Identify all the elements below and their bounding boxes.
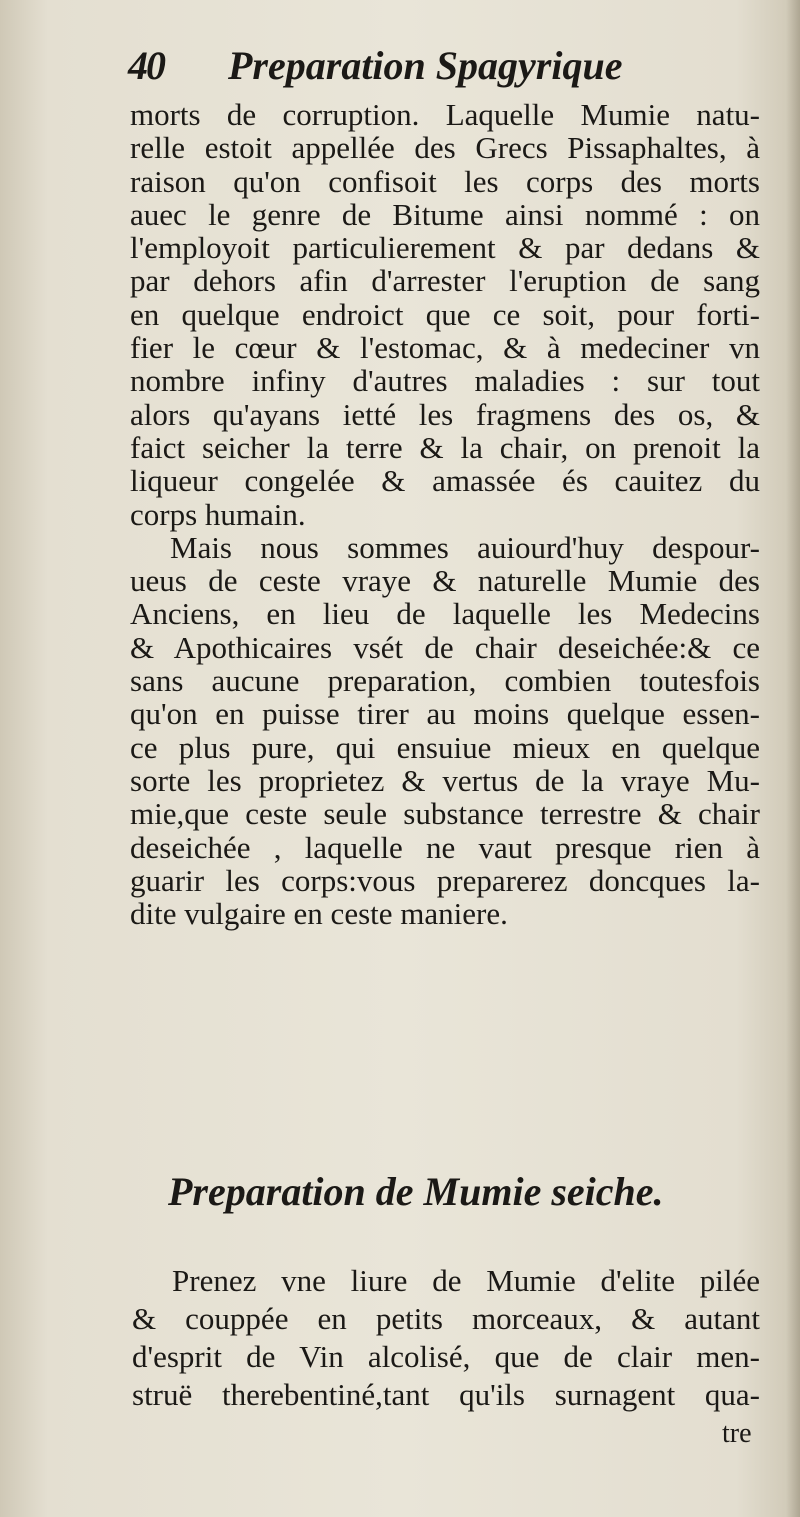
text-line: alors qu'ayans ietté les fragmens des os, &: [130, 396, 760, 432]
text-line: corps humain.: [130, 496, 306, 532]
text-line: sans aucune preparation, combien toutesfois: [130, 663, 760, 699]
text-line: Prenez vne liure de Mumie d'elite pilée: [172, 1263, 760, 1298]
page-header: [128, 40, 778, 94]
text-line: mie,que ceste seule substance terrestre & chair: [130, 796, 760, 832]
text-line: relle estoit appellée des Grecs Pissaphaltes, à: [130, 130, 760, 166]
text-line: nombre infiny d'autres maladies : sur tout: [130, 363, 760, 399]
text-line: sorte les proprietez & vertus de la vraye Mu-: [130, 762, 760, 798]
text-line: qu'on en puisse tirer au moins quelque essen-: [130, 696, 760, 732]
text-line: deseichée , laquelle ne vaut presque rien à: [130, 829, 760, 865]
text-line: l'employoit particulierement & par dedans &: [130, 230, 760, 266]
text-line: liqueur congelée & amassée és cauitez du: [130, 463, 760, 499]
running-head: Preparation Spagyrique: [228, 43, 623, 88]
section-text: [132, 1262, 760, 1414]
text-line: raison qu'on confisoit les corps des morts: [130, 163, 760, 199]
text-line: en quelque endroict que ce soit, pour forti-: [130, 296, 760, 332]
text-line: fier le cœur & l'estomac, & à medeciner vn: [130, 330, 760, 366]
text-line: Mais nous sommes auiourd'huy despour-: [170, 529, 760, 565]
page-edge-shadow: [786, 0, 800, 1517]
text-line: faict seicher la terre & la chair, on prenoit la: [130, 429, 760, 465]
section-title: Preparation de Mumie seiche.: [168, 1169, 664, 1214]
text-line: ueus de ceste vraye & naturelle Mumie des: [130, 563, 760, 599]
text-line: auec le genre de Bitume ainsi nommé : on: [130, 196, 760, 232]
text-line: Anciens, en lieu de laquelle les Medecins: [130, 596, 760, 632]
text-line: morts de corruption. Laquelle Mumie natu-: [130, 97, 760, 132]
text-line: dite vulgaire en ceste maniere.: [130, 896, 508, 932]
text-line: & Apothicaires vsét de chair deseichée:& ce: [130, 629, 760, 665]
text-line: & couppée en petits morceaux, & autant: [132, 1301, 760, 1336]
text-line: ce plus pure, qui ensuiue mieux en quelque: [130, 729, 760, 765]
text-line: par dehors afin d'arrester l'eruption de sang: [130, 263, 760, 299]
text-line: guarir les corps:vous preparerez doncques la-: [130, 862, 760, 898]
paragraph-1: [130, 98, 760, 531]
body-text: [130, 98, 760, 930]
text-line: d'esprit de Vin alcolisé, que de clair men-: [132, 1339, 760, 1374]
page-number: 40: [128, 43, 164, 88]
paragraph-2: [130, 531, 760, 931]
text-line: struë therebentiné,tant qu'ils surnagent qua-: [132, 1377, 760, 1412]
catchword: tre: [722, 1418, 752, 1449]
